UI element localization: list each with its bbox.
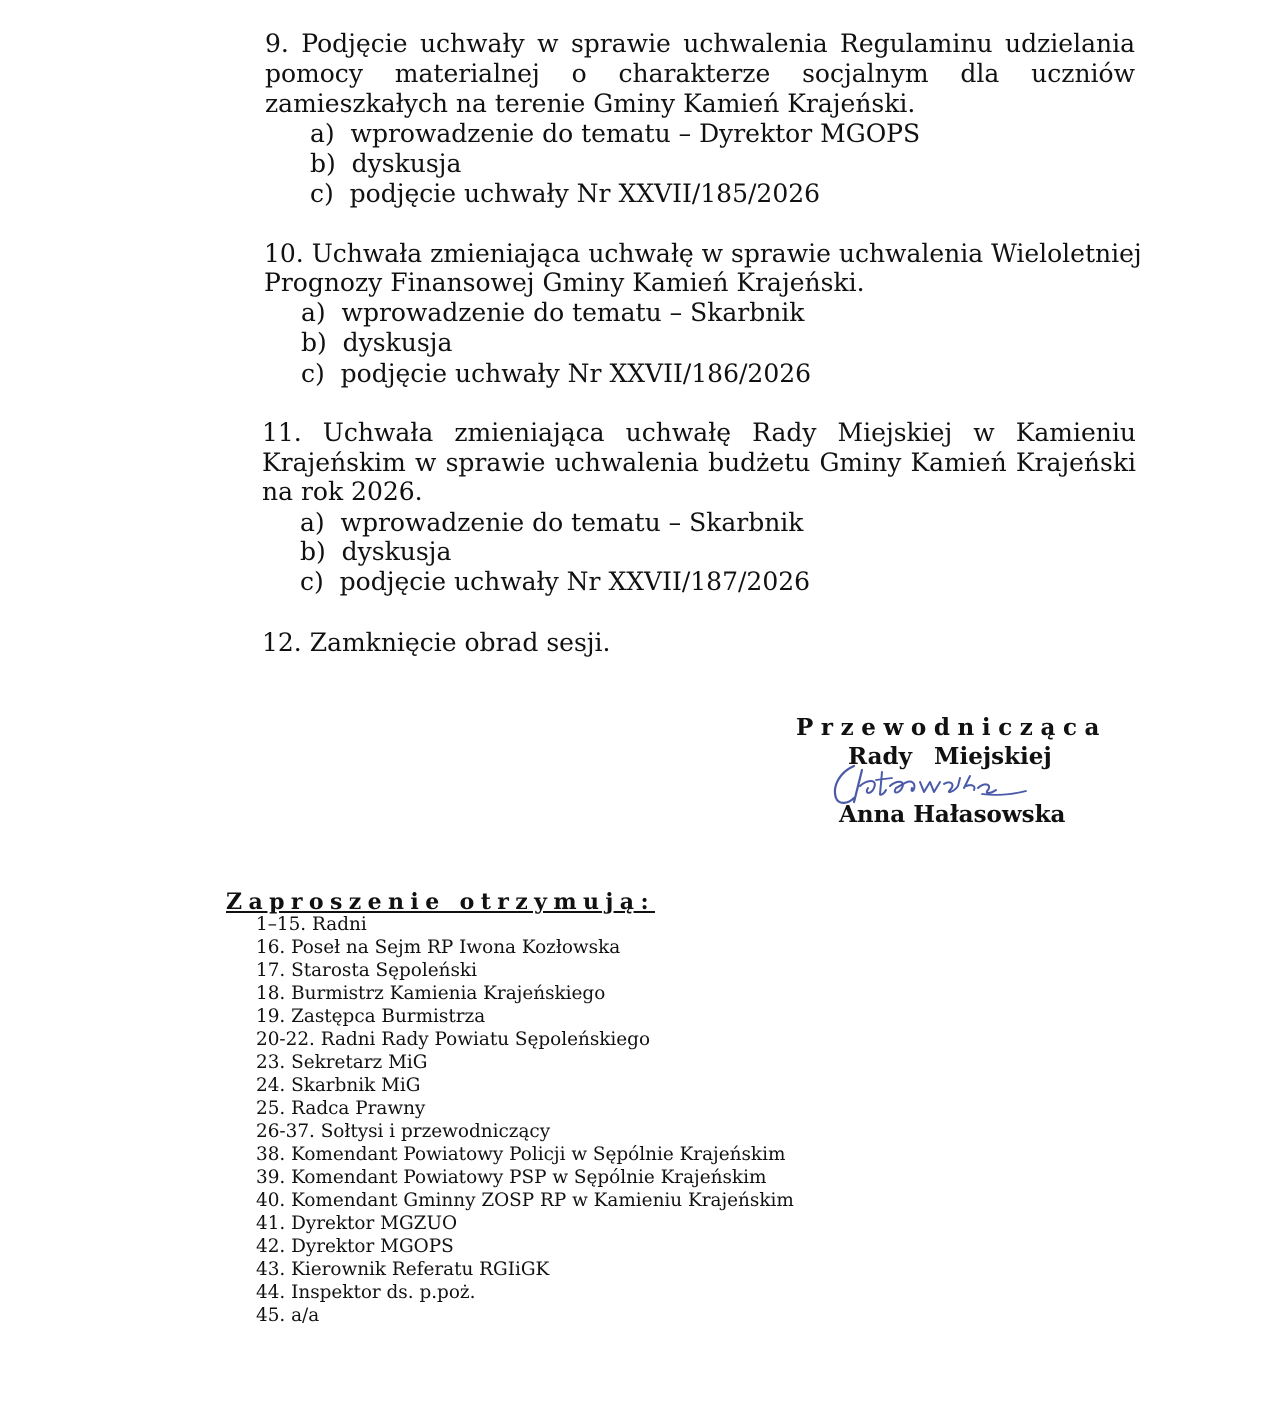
agenda-item-10-subitem-a: a) wprowadzenie do tematu – Skarbnik bbox=[301, 298, 805, 327]
agenda-item-11-line-1: 11. Uchwała zmieniająca uchwałę Rady Miejskiej w Kamieniu bbox=[262, 418, 1136, 447]
agenda-item-11-line-3: na rok 2026. bbox=[262, 477, 423, 506]
agenda-item-9-subitem-a: a) wprowadzenie do tematu – Dyrektor MGOPS bbox=[310, 119, 921, 148]
distribution-item: 43. Kierownik Referatu RGIiGK bbox=[256, 1259, 550, 1280]
agenda-item-9-subitem-c: c) podjęcie uchwały Nr XXVII/185/2026 bbox=[310, 179, 821, 208]
distribution-item: 17. Starosta Sępoleński bbox=[256, 960, 477, 981]
signature-council-name: Rady Miejskiej bbox=[848, 743, 1052, 770]
distribution-item: 25. Radca Prawny bbox=[256, 1098, 426, 1119]
distribution-list bbox=[256, 913, 794, 1327]
distribution-item: 1–15. Radni bbox=[256, 914, 367, 935]
distribution-item: 45. a/a bbox=[256, 1305, 320, 1326]
distribution-item: 42. Dyrektor MGOPS bbox=[256, 1236, 454, 1257]
distribution-item: 16. Poseł na Sejm RP Iwona Kozłowska bbox=[256, 937, 621, 958]
signatory-name: Anna Hałasowska bbox=[839, 801, 1066, 828]
agenda-item-9-line-2: pomocy materialnej o charakterze socjalnym dla uczniów bbox=[265, 59, 1135, 88]
signature-title: Przewodnicząca bbox=[796, 714, 1108, 741]
distribution-item: 39. Komendant Powiatowy PSP w Sępólnie Krajeńskim bbox=[256, 1167, 767, 1188]
distribution-item: 18. Burmistrz Kamienia Krajeńskiego bbox=[256, 983, 606, 1004]
agenda-item-10-subitem-c: c) podjęcie uchwały Nr XXVII/186/2026 bbox=[301, 359, 812, 388]
distribution-item: 41. Dyrektor MGZUO bbox=[256, 1213, 458, 1234]
agenda-item-9-line-1: 9. Podjęcie uchwały w sprawie uchwalenia Regulaminu udzielania bbox=[265, 29, 1135, 58]
distribution-item: 19. Zastępca Burmistrza bbox=[256, 1006, 486, 1027]
agenda-item-11-line-2: Krajeńskim w sprawie uchwalenia budżetu Gminy Kamień Krajeński bbox=[262, 448, 1136, 477]
agenda-item-9-subitem-b: b) dyskusja bbox=[310, 149, 462, 178]
distribution-item: 38. Komendant Powiatowy Policji w Sępólnie Krajeńskim bbox=[256, 1144, 786, 1165]
distribution-item: 26-37. Sołtysi i przewodniczący bbox=[256, 1121, 551, 1142]
distribution-item: 20-22. Radni Rady Powiatu Sępoleńskiego bbox=[256, 1029, 651, 1050]
agenda-item-10-subitem-b: b) dyskusja bbox=[301, 328, 453, 357]
distribution-item: 40. Komendant Gminny ZOSP RP w Kamieniu Krajeńskim bbox=[256, 1190, 794, 1211]
agenda-item-10-line-2: Prognozy Finansowej Gminy Kamień Krajeński. bbox=[264, 268, 865, 297]
agenda-item-12: 12. Zamknięcie obrad sesji. bbox=[262, 628, 611, 657]
agenda-item-10-line-1: 10. Uchwała zmieniająca uchwałę w sprawie uchwalenia Wieloletniej bbox=[264, 239, 1142, 268]
distribution-item: 24. Skarbnik MiG bbox=[256, 1075, 421, 1096]
distribution-heading: Zaproszenie otrzymują: bbox=[226, 889, 655, 915]
agenda-item-9-line-3: zamieszkałych na terenie Gminy Kamień Krajeński. bbox=[265, 89, 916, 118]
distribution-item: 23. Sekretarz MiG bbox=[256, 1052, 428, 1073]
distribution-item: 44. Inspektor ds. p.poż. bbox=[256, 1282, 476, 1303]
agenda-item-11-subitem-b: b) dyskusja bbox=[300, 537, 452, 566]
agenda-item-11-subitem-a: a) wprowadzenie do tematu – Skarbnik bbox=[300, 508, 804, 537]
agenda-item-11-subitem-c: c) podjęcie uchwały Nr XXVII/187/2026 bbox=[300, 567, 811, 596]
